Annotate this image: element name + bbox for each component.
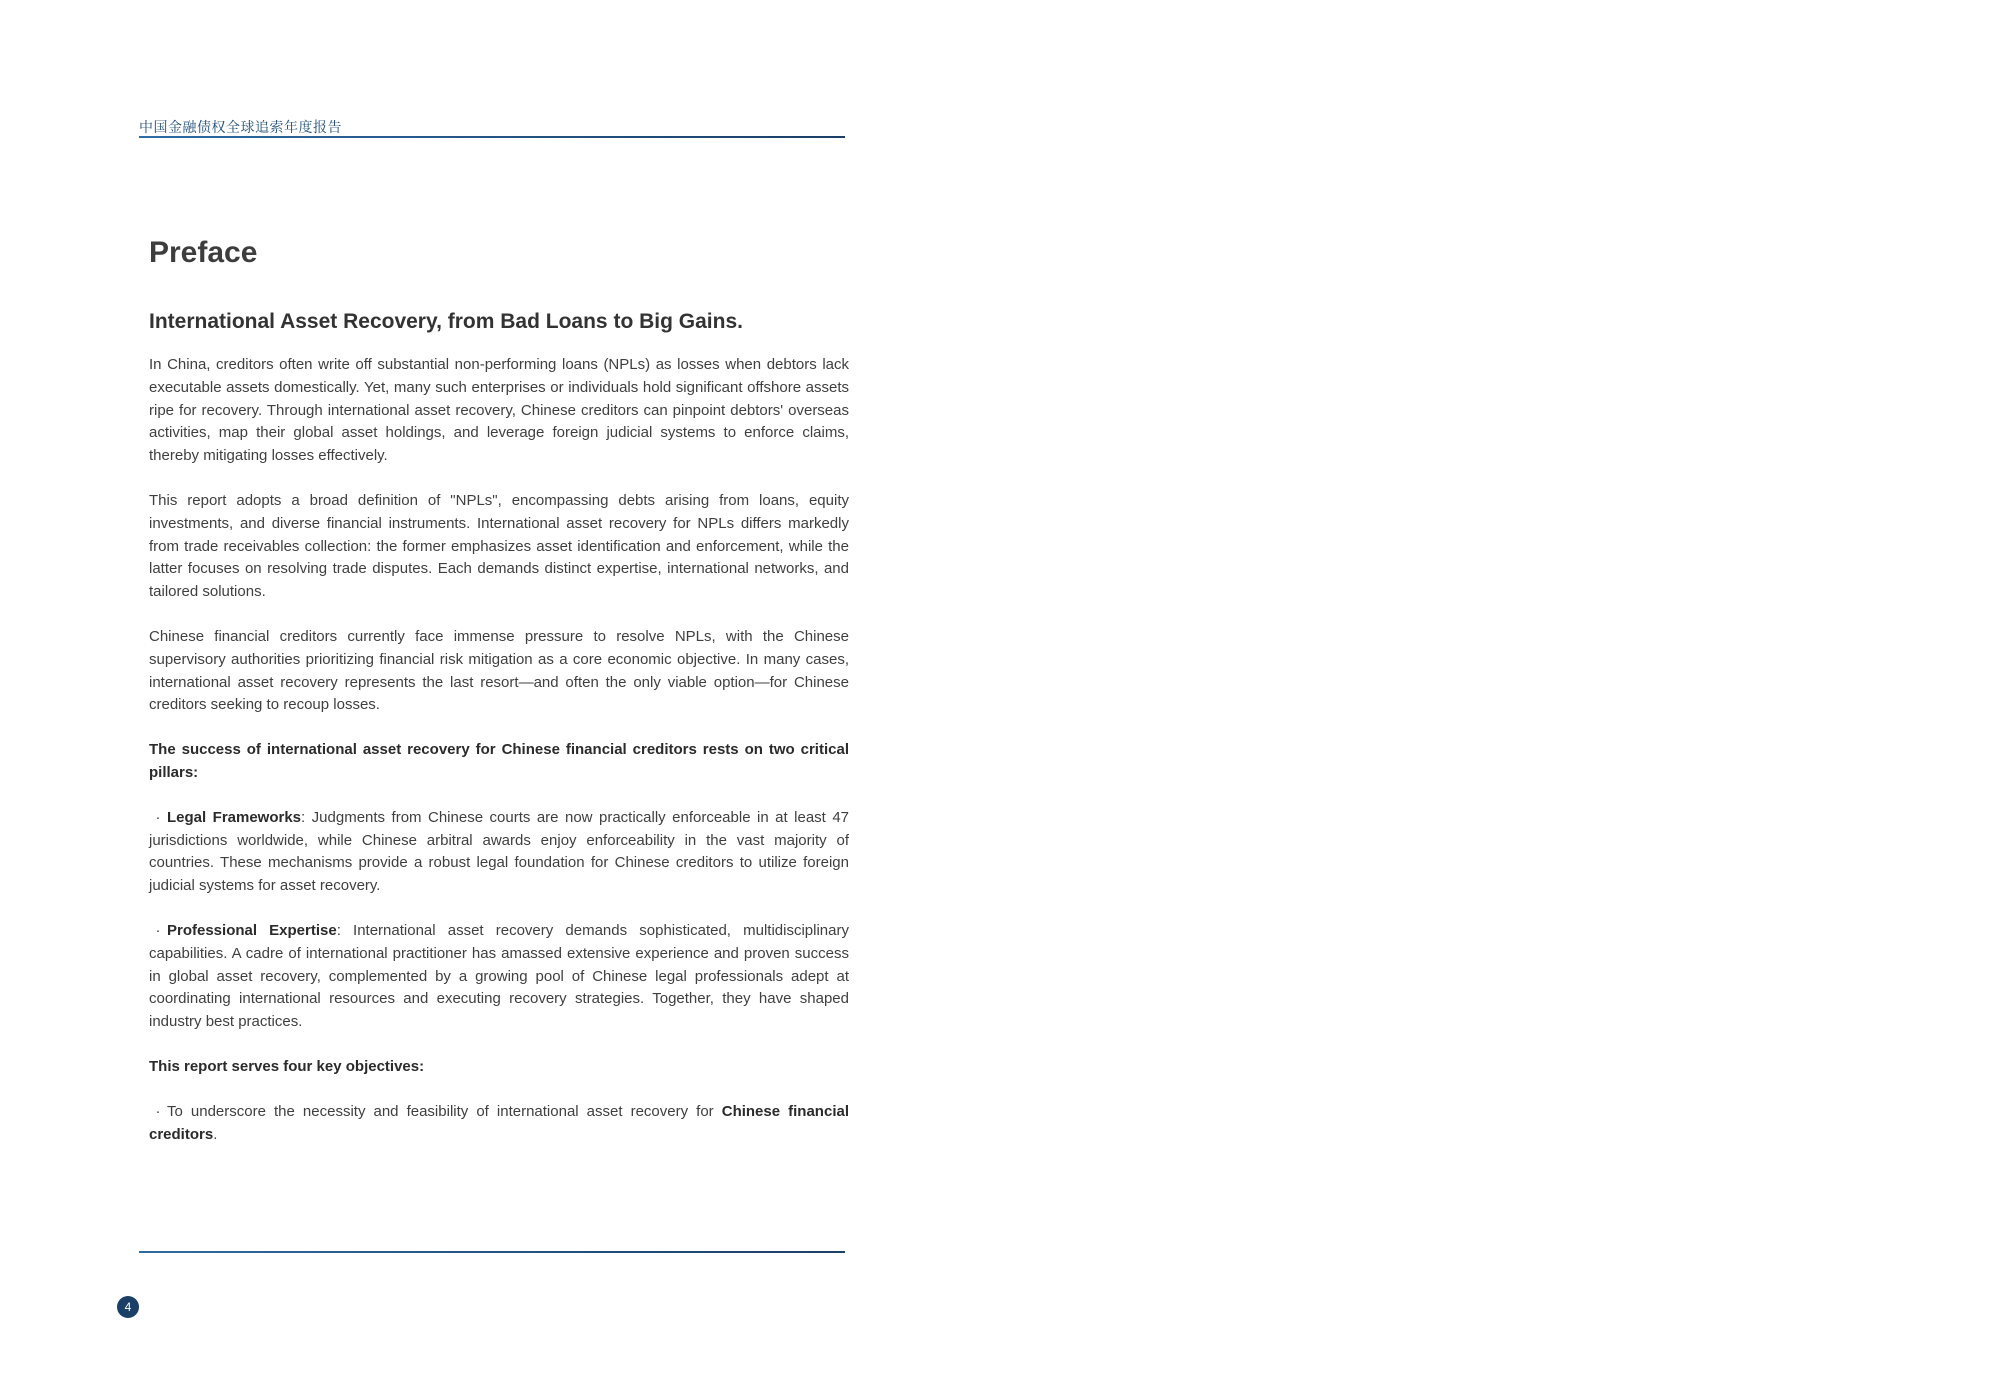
bullet-term: Legal Frameworks bbox=[167, 808, 302, 826]
bullet-strong-text: Chinese financial creditors bbox=[149, 1102, 849, 1143]
bullet-item-objective bbox=[149, 1101, 849, 1147]
bullet-text: : Judgments from Chinese courts are now practically enforceable in at least 47 jurisdictions worldwide, while Chinese arbitral awards enjoy enforceability in the vast majority of countries. These mechanisms provide a robust legal foundation for Chinese creditors to utilize foreign judicial systems for asset recovery. bbox=[149, 808, 849, 895]
objectives-lead: This report serves four key objectives: bbox=[149, 1057, 425, 1075]
page-title: Preface bbox=[149, 236, 258, 269]
header-rule bbox=[139, 136, 845, 138]
running-header-title: 中国金融债权全球追索年度报告 bbox=[139, 119, 342, 135]
bullet-item-legal-frameworks bbox=[149, 807, 849, 898]
page-content bbox=[149, 236, 849, 1168]
bullet-icon: · bbox=[155, 808, 161, 826]
paragraph: This report adopts a broad definition of "NPLs", encompassing debts arising from loans, equity investments, and diverse financial instruments. International asset recovery for NPLs differs markedly from trade receivables collection: the former emphasizes asset identification and enforcement, while the latter focuses on resolving trade disputes. Each demands distinct expertise, international networks, and tailored solutions. bbox=[149, 491, 849, 601]
section-subtitle: International Asset Recovery, from Bad Loans to Big Gains. bbox=[149, 310, 743, 333]
paragraph: Chinese financial creditors currently face immense pressure to resolve NPLs, with the Chinese supervisory authorities prioritizing financial risk mitigation as a core economic objective. In many cases, international asset recovery represents the last resort—and often the only viable option—for Chinese creditors seeking to recoup losses. bbox=[149, 627, 849, 714]
pillars-lead: The success of international asset recovery for Chinese financial creditors rests on two critical pillars: bbox=[149, 741, 849, 781]
bullet-icon: · bbox=[155, 921, 161, 939]
bullet-text: : International asset recovery demands sophisticated, multidisciplinary capabilities. A cadre of international practitioner has amassed extensive experience and proven success in global asset recovery, complemented by a growing pool of Chinese legal professionals adept at coordinating international resources and executing recovery strategies. Together, they have shaped industry best practices. bbox=[149, 921, 849, 1031]
bullet-tail: . bbox=[213, 1125, 218, 1143]
footer-rule bbox=[139, 1251, 845, 1253]
bullet-text: To underscore the necessity and feasibility of international asset recovery for bbox=[167, 1102, 722, 1120]
page-number-badge: 4 bbox=[117, 1296, 139, 1318]
bullet-term: Professional Expertise bbox=[167, 921, 337, 939]
bullet-icon: · bbox=[155, 1102, 161, 1120]
paragraph: In China, creditors often write off substantial non-performing loans (NPLs) as losses when debtors lack executable assets domestically. Yet, many such enterprises or individuals hold significant offshore assets ripe for recovery. Through international asset recovery, Chinese creditors can pinpoint debtors' overseas activities, map their global asset holdings, and leverage foreign judicial systems to enforce claims, thereby mitigating losses effectively. bbox=[149, 356, 849, 465]
bullet-item-professional-expertise bbox=[149, 920, 849, 1034]
